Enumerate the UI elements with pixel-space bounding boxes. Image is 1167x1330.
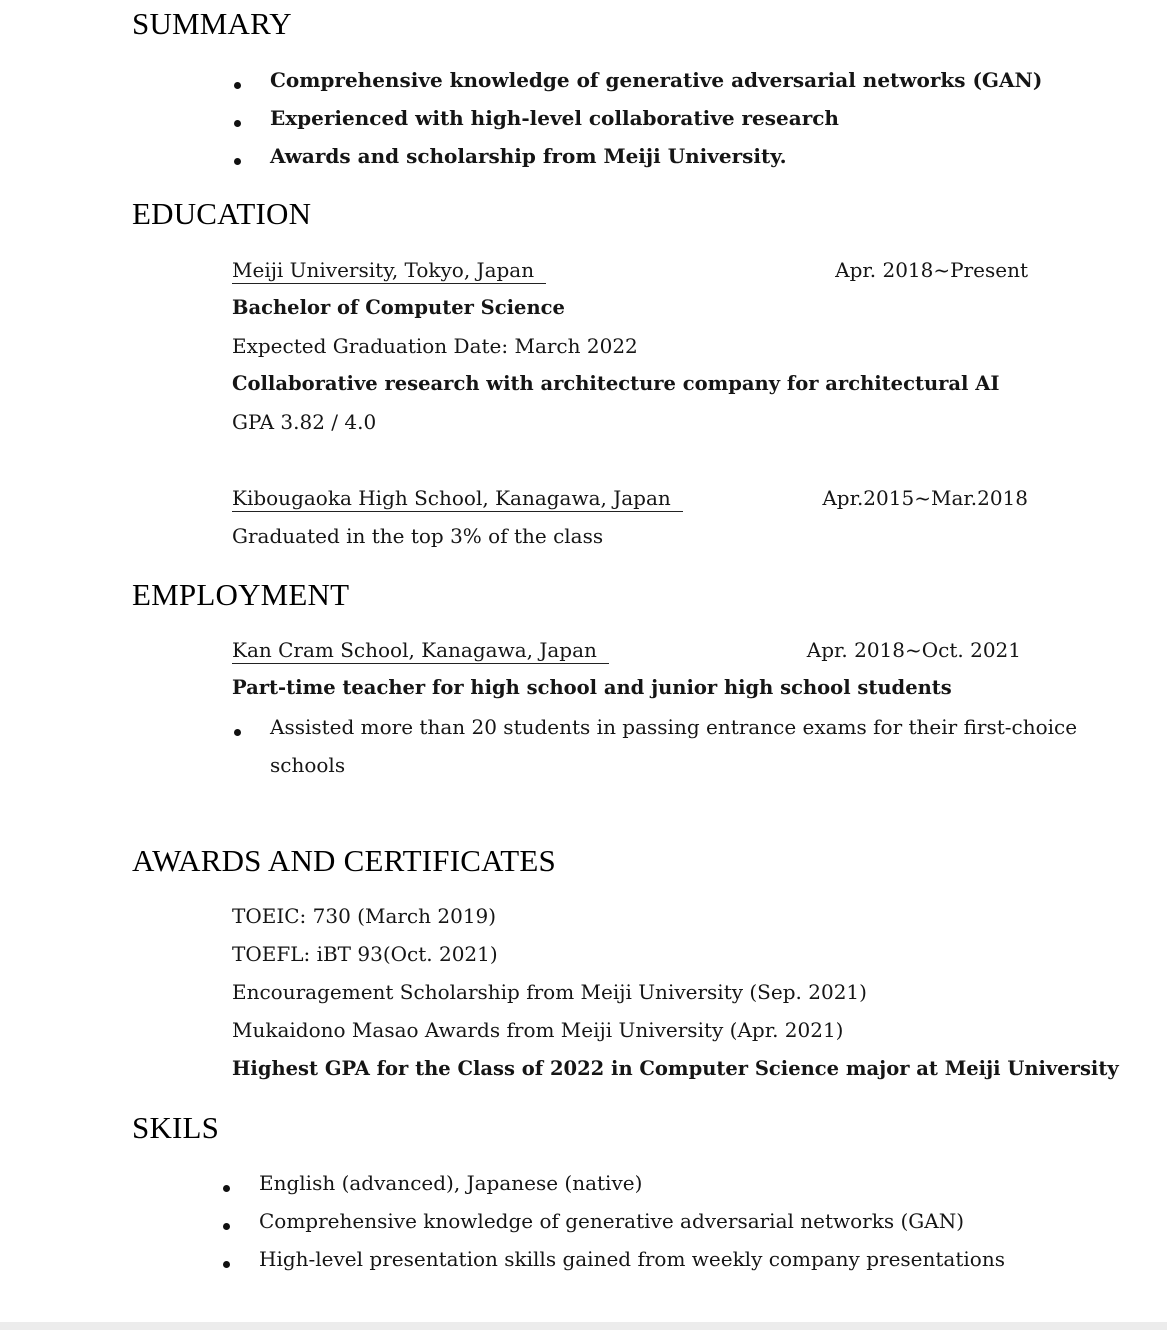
award-item: TOEIC: 730 (March 2019) xyxy=(232,904,497,928)
bullet-dot xyxy=(223,1223,230,1230)
high-school-note: Graduated in the top 3% of the class xyxy=(232,524,604,548)
job-bullet-line: schools xyxy=(270,753,346,777)
bullet-dot xyxy=(234,120,241,127)
job-role: Part-time teacher for high school and junior high school students xyxy=(232,676,952,699)
research: Collaborative research with architecture company for architectural AI xyxy=(232,372,1000,395)
page-bottom-edge xyxy=(0,1322,1167,1330)
award-item: TOEFL: iBT 93(Oct. 2021) xyxy=(232,942,498,966)
summary-heading: SUMMARY xyxy=(132,6,292,41)
employer-name: Kan Cram School, Kanagawa, Japan xyxy=(232,638,609,664)
employment-heading: EMPLOYMENT xyxy=(132,577,350,612)
university-date: Apr. 2018~Present xyxy=(835,258,1028,282)
award-item: Mukaidono Masao Awards from Meiji University (Apr. 2021) xyxy=(232,1018,844,1042)
bullet-dot xyxy=(223,1185,230,1192)
skill-item: High-level presentation skills gained from weekly company presentations xyxy=(259,1247,1005,1271)
bullet-dot xyxy=(234,82,241,89)
graduation-date: Expected Graduation Date: March 2022 xyxy=(232,334,638,358)
gpa: GPA 3.82 / 4.0 xyxy=(232,410,377,434)
summary-item: Comprehensive knowledge of generative adversarial networks (GAN) xyxy=(270,68,1043,92)
summary-item: Experienced with high-level collaborative research xyxy=(270,106,839,130)
employment-date: Apr. 2018~Oct. 2021 xyxy=(806,638,1021,662)
bullet-dot xyxy=(223,1261,230,1268)
award-item: Highest GPA for the Class of 2022 in Computer Science major at Meiji University xyxy=(232,1057,1119,1080)
job-bullet-line: Assisted more than 20 students in passing entrance exams for their first-choice xyxy=(270,715,1078,739)
bullet-dot xyxy=(234,729,241,736)
summary-item: Awards and scholarship from Meiji University. xyxy=(270,144,787,168)
high-school-date: Apr.2015~Mar.2018 xyxy=(822,486,1028,510)
awards-heading: AWARDS AND CERTIFICATES xyxy=(132,843,556,878)
bullet-dot xyxy=(234,158,241,165)
skill-item: Comprehensive knowledge of generative adversarial networks (GAN) xyxy=(259,1209,964,1233)
skill-item: English (advanced), Japanese (native) xyxy=(259,1171,643,1195)
university-name: Meiji University, Tokyo, Japan xyxy=(232,258,546,284)
degree: Bachelor of Computer Science xyxy=(232,296,565,319)
education-heading: EDUCATION xyxy=(132,196,312,231)
high-school-name: Kibougaoka High School, Kanagawa, Japan xyxy=(232,486,683,512)
skills-heading: SKILS xyxy=(132,1110,220,1145)
award-item: Encouragement Scholarship from Meiji University (Sep. 2021) xyxy=(232,980,867,1004)
